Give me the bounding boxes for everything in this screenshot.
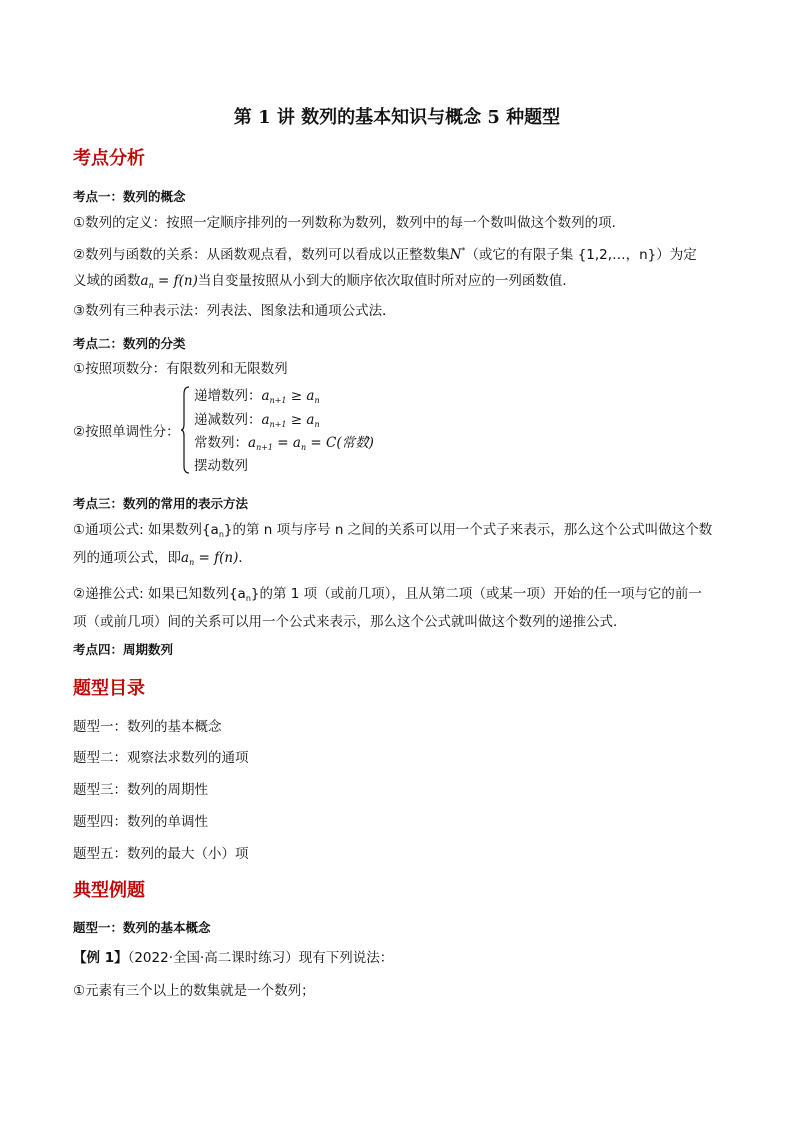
- kp3-line2: 列的通项公式，即$a_n = f(n)$．: [73, 550, 252, 567]
- case-decreasing: 递减数列：$a_{n+1} \ge a_n$: [194, 412, 320, 429]
- case-increasing: 递增数列：$a_{n+1} \ge a_n$: [194, 388, 320, 405]
- section-heading-analysis: 考点分析: [73, 148, 145, 169]
- function-expr: $a_n = f(n)$: [140, 273, 198, 290]
- kp1-line3-a: 义域的函数: [73, 273, 141, 289]
- page-title: 第 1 讲 数列的基本知识与概念 5 种题型: [233, 107, 561, 128]
- kp1-line1: ①数列的定义：按照一定顺序排列的一列数称为数列，数列中的每一个数叫做这个数列的项．: [73, 215, 626, 231]
- case-oscillating: 摆动数列: [194, 458, 248, 474]
- example-1-line: [73, 948, 393, 968]
- kp1-line3-b: 当自变量按照从小到大的顺序依次取值时所对应的一列函数值．: [197, 273, 576, 289]
- example-type-heading: 题型一：数列的基本概念: [73, 920, 211, 935]
- kp1-line2-a: ②数列与函数的关系：从函数观点看，数列可以看成以正整数集: [73, 247, 450, 263]
- kp1-heading: 考点一：数列的概念: [73, 189, 186, 204]
- catalog-item: 题型四：数列的单调性: [73, 814, 208, 830]
- cases-comma: ，: [366, 426, 380, 442]
- kp1-line3: [73, 271, 576, 296]
- kp4-heading: 考点四：周期数列: [73, 642, 174, 657]
- kp1-line4: ③数列有三种表示法：列表法、图象法和通项公式法．: [73, 303, 396, 319]
- case-constant: 常数列：$a_{n+1} = a_n = C$(常数): [194, 435, 374, 452]
- kp1-line2-b: （或它的有限子集 {1,2,…，n}）为定: [465, 247, 697, 263]
- kp2-line1: ①按照项数分：有限数列和无限数列: [73, 361, 288, 377]
- kp3-line1: ①通项公式: 如果数列$\{a_n\}$的第 n 项与序号 n 之间的关系可以用一个式子来表示，那么这个公式叫做这个数: [73, 522, 713, 539]
- catalog-item: 题型一：数列的基本概念: [73, 719, 222, 735]
- example-source: （2022·全国·高二课时练习）现有下列说法：: [127, 950, 394, 966]
- set-star: *: [461, 246, 466, 255]
- kp2-line2: ②按照单调性分：: [73, 424, 180, 440]
- left-brace-icon: [180, 386, 190, 474]
- example-statement-1: ①元素有三个以上的数集就是一个数列；: [73, 983, 315, 999]
- example-tag: 【例 1】: [73, 950, 128, 966]
- catalog-item: 题型三：数列的周期性: [73, 782, 208, 798]
- catalog-item: 题型五：数列的最大（小）项: [73, 846, 249, 862]
- catalog-item: 题型二：观察法求数列的通项: [73, 750, 249, 766]
- kp3-line3: ②递推公式: 如果已知数列$\{a_n\}$的第 1 项（或前几项），且从第二项（或某一项）开始的任一项与它的前一: [73, 586, 702, 603]
- kp3-heading: 考点三：数列的常用的表示方法: [73, 496, 249, 511]
- kp3-line4: 项（或前几项）间的关系可以用一个公式来表示，那么这个公式就叫做这个数列的递推公式．: [73, 614, 627, 630]
- set-symbol: N: [449, 247, 462, 263]
- kp2-heading: 考点二：数列的分类: [73, 336, 186, 351]
- kp1-line2: [73, 241, 697, 265]
- section-heading-catalog: 题型目录: [73, 678, 145, 699]
- section-heading-examples: 典型例题: [73, 880, 145, 901]
